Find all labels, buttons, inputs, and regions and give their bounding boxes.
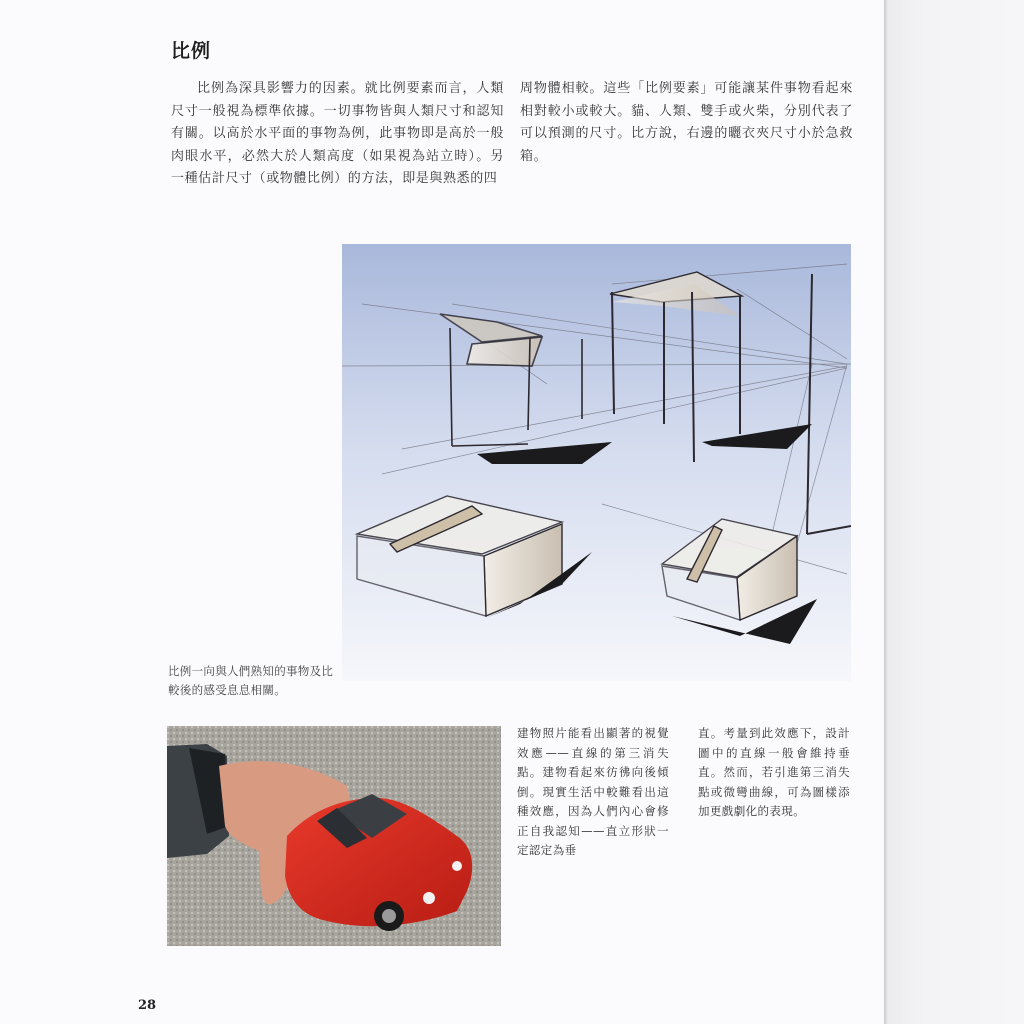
- page-edge: [884, 0, 1024, 1024]
- body-paragraph-right: 周物體相較。這些「比例要素」可能讓某件事物看起來相對較小或較大。貓、人類、雙手或火柴，分別代表了可以預測的尺寸。比方說，右邊的曬衣夾尺寸小於急救箱。: [520, 81, 853, 164]
- sketch-caption: 比例一向與人們熟知的事物及比較後的感受息息相關。: [168, 664, 334, 697]
- page-number: 28: [138, 998, 157, 1013]
- photo-drawing: [167, 726, 501, 946]
- sketch-background: [342, 244, 851, 681]
- car-headlight: [423, 892, 435, 904]
- photo-text-column-a: 建物照片能看出顯著的視覺效應——直線的第三消失點。建物看起來彷彿向後傾倒。現實生活中較難看出這種效應，因為人們內心會修正自我認知——直立形狀一定認定為垂: [517, 726, 669, 857]
- toy-car-photo: [167, 726, 501, 946]
- sketch-drawing: [342, 244, 851, 681]
- page-title: 比例: [171, 40, 212, 62]
- body-paragraph-left: 比例為深具影響力的因素。就比例要素而言，人類尺寸一般視為標準依據。一切事物皆與人類尺寸和認知有關。以高於水平面的事物為例，此事物即是高於一般肉眼水平，必然大於人類高度（如果視為站立時）。另一種估計尺寸（或物體比例）的方法，即是與熟悉的四: [171, 81, 504, 186]
- perspective-sketch: [342, 244, 851, 681]
- photo-text-column-b: 直。考量到此效應下，設計圖中的直線一般會維持垂直。然而，若引進第三消失點或微彎曲線，可為圖樣添加更戲劇化的表現。: [698, 726, 850, 818]
